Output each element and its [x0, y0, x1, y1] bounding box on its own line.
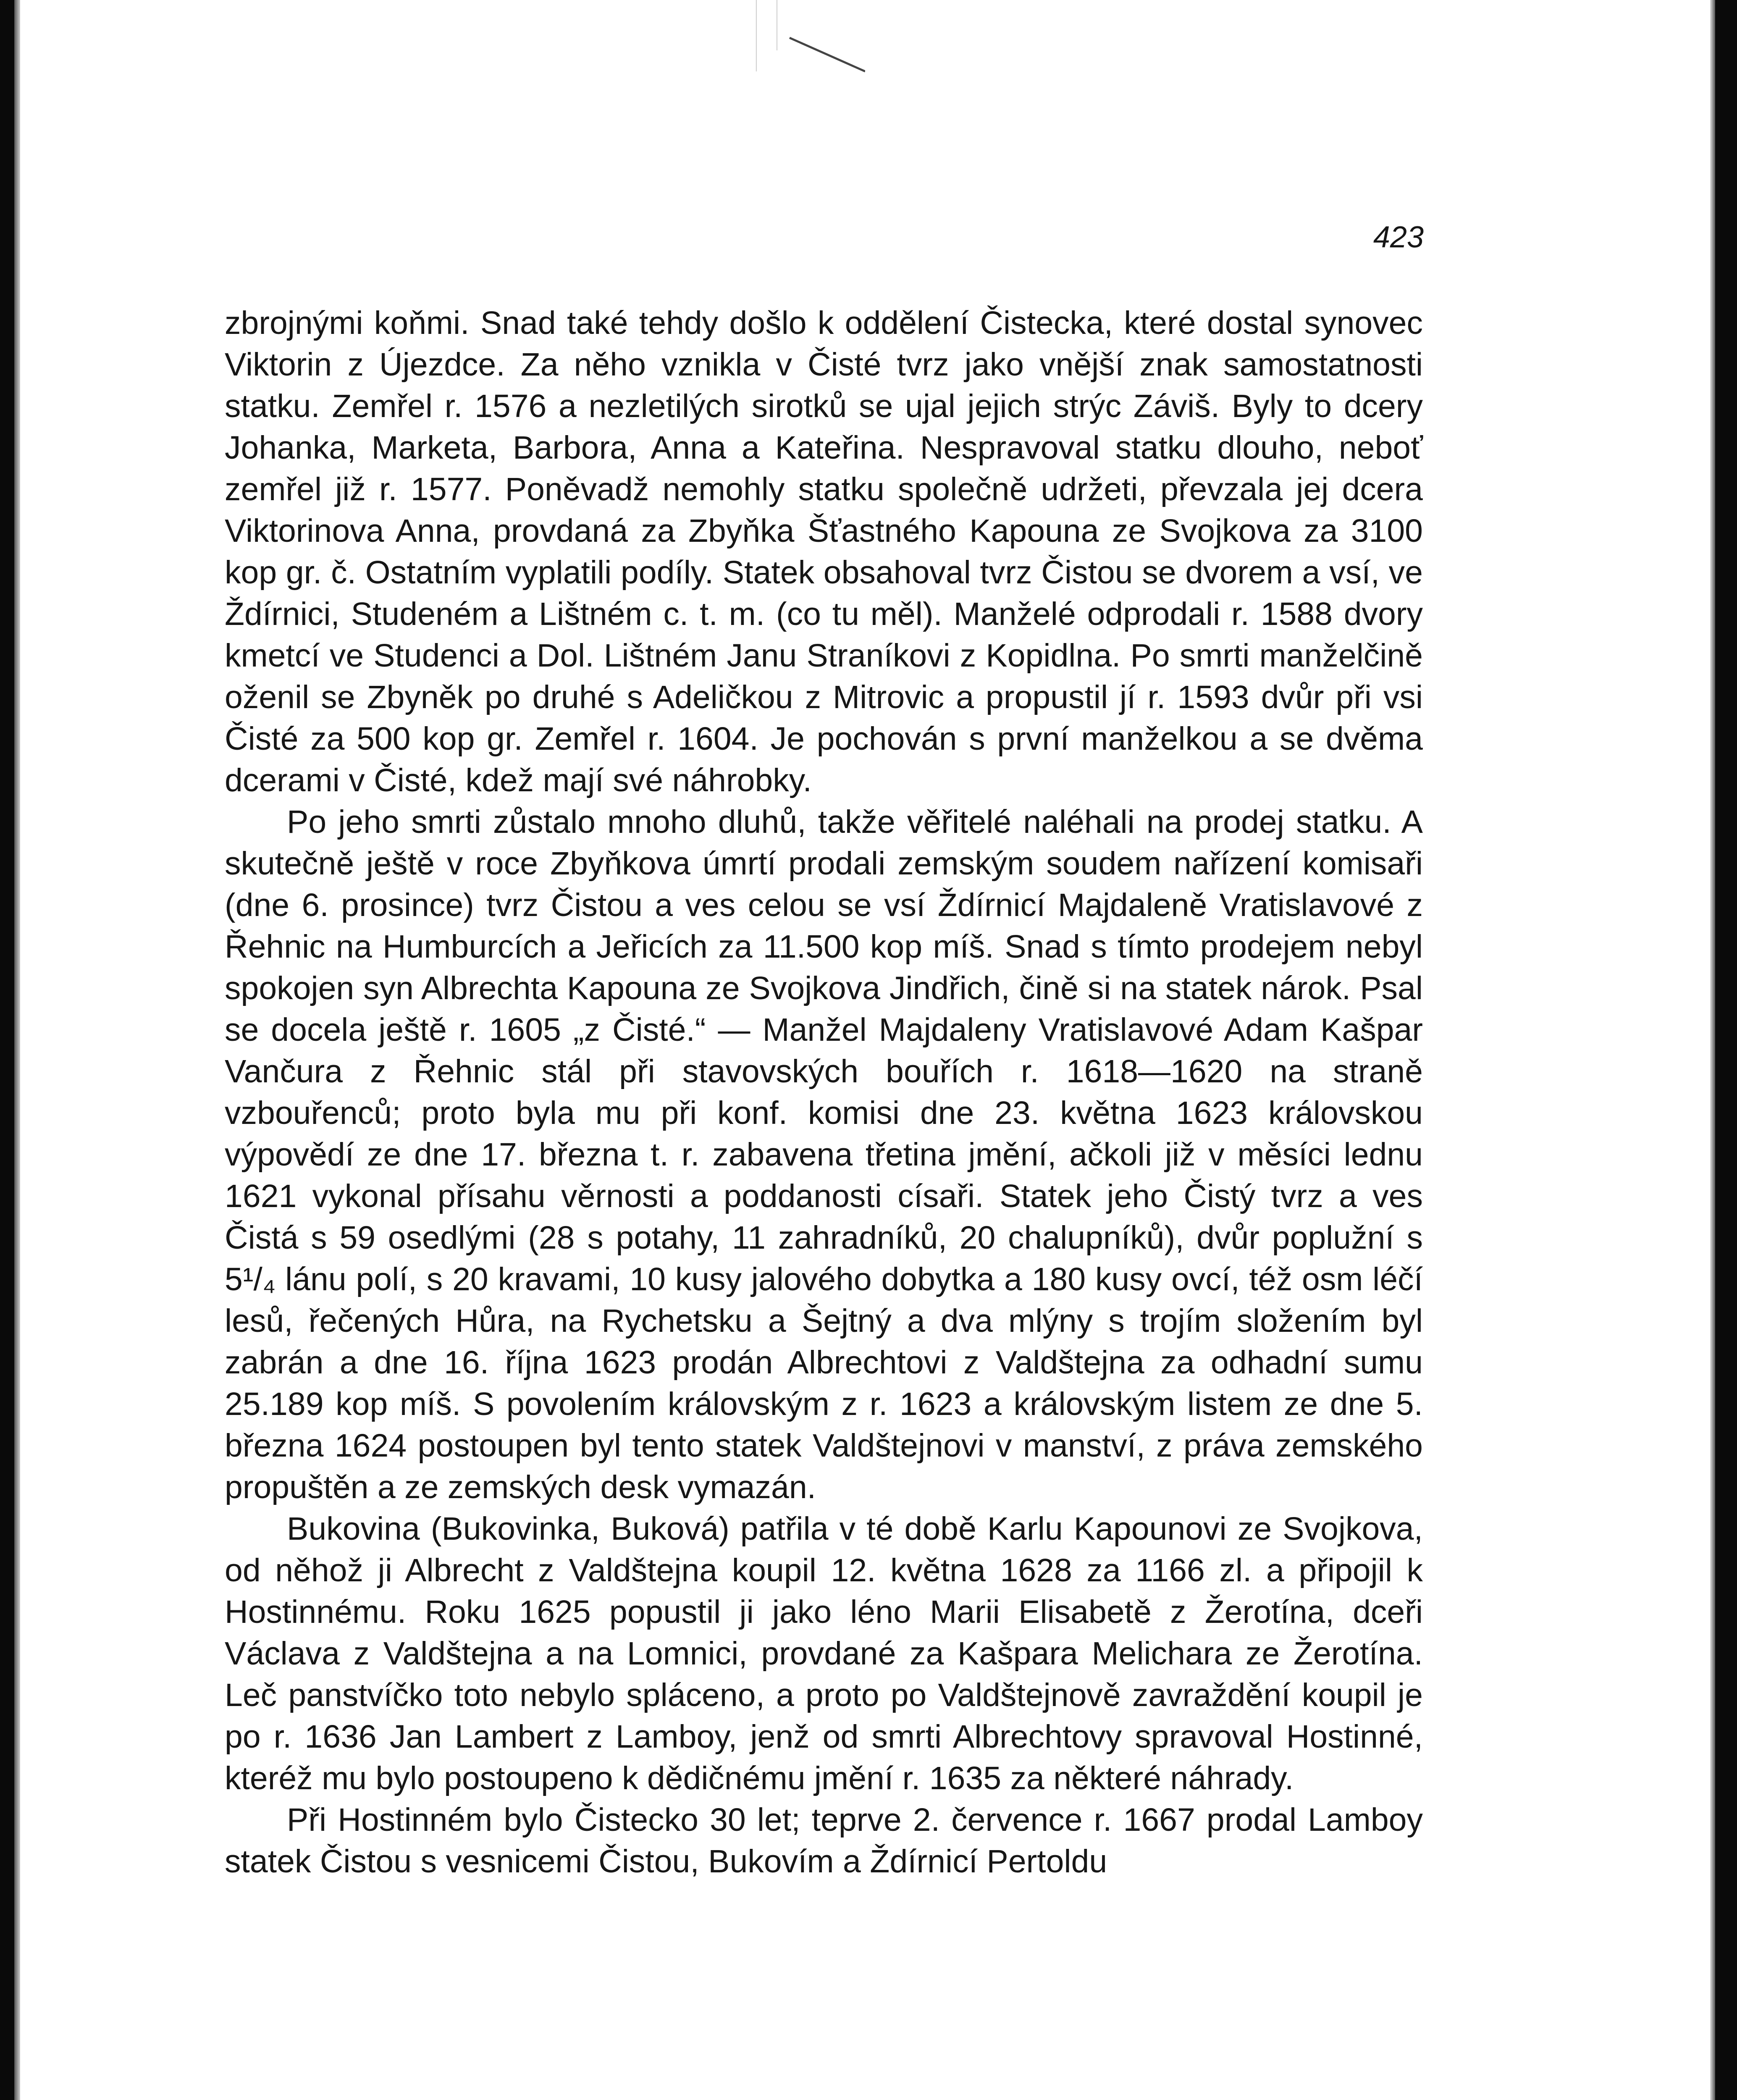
paper-fold-mark — [756, 0, 865, 76]
paragraph-4: Při Hostinném bylo Čistecko 30 let; teprve 2. července r. 1667 prodal Lamboy statek Čistou s vesnicemi Čistou, Bukovím a Ždírnicí Pertoldu — [225, 1802, 1423, 1880]
scan-border-right — [1715, 0, 1737, 2100]
paragraph-3: Bukovina (Bukovinka, Buková) patřila v té době Karlu Kapounovi ze Svojkova, od něhož ji Albrecht z Valdštejna koupil 12. května 1628 za 1166 zl. a připojil k Hostinnému. Roku 1625 popustil ji jako léno Marii Elisabetě z Žerotína, dceři Václava z Valdštejna a na Lomnici, provdané za Kašpara Melichara ze Žerotína. Leč panstvíčko toto nebylo spláceno, a proto po Valdštejnově zavraždění koupil je po r. 1636 Jan Lambert z Lamboy, jenž od smrti Albrechtovy spravoval Hostinné, kteréž mu bylo postoupeno k dědičnému jmění r. 1635 za některé náhrady. — [225, 1511, 1423, 1796]
paragraph-2: Po jeho smrti zůstalo mnoho dluhů, takže věřitelé naléhali na prodej statku. A skutečně ještě v roce Zbyňkova úmrtí prodali zemským soudem nařízení komisaři (dne 6. prosince) tvrz Čistou a ves celou se vsí Ždírnicí Majdaleně Vratislavové z Řehnic na Humburcích a Jeřicích za 11.500 kop míš. Snad s tímto prodejem nebyl spokojen syn Albrechta Kapouna ze Svojkova Jindřich, čině si na statek nárok. Psal se docela ještě r. 1605 „z Čisté.“ — Manžel Majdaleny Vratislavové Adam Kašpar Vančura z Řehnic stál při stavovských bouřích r. 1618—1620 na straně vzbouřenců; proto byla mu při konf. komisi dne 23. května 1623 královskou výpovědí ze dne 17. března t. r. zabavena třetina jmění, ačkoli již v měsíci lednu 1621 vykonal přísahu věrnosti a poddanosti císaři. Statek jeho Čistý tvrz a ves Čistá s 59 osedlými (28 s potahy, 11 zahradníků, 20 chalupníků), dvůr poplužní s 5¹/₄ lánu polí, s 20 kravami, 10 kusy jalového dobytka a 180 kusy ovcí, též osm léčí lesů, řečených Hůra, na Rychetsku a Šejtný a dva mlýny s trojím složením byl zabrán a dne 16. října 1623 prodán Albrechtovi z Valdštejna za odhadní sumu 25.189 kop míš. S povolením královským z r. 1623 a královským listem ze dne 5. března 1624 postoupen byl tento statek Valdštejnovi v manství, z práva zemského propuštěn a ze zemských desk vymazán. — [225, 804, 1423, 1505]
scan-border-left — [0, 0, 14, 2100]
scan-shadow-left — [14, 0, 20, 2100]
paragraph-1: zbrojnými koňmi. Snad také tehdy došlo k oddělení Čistecka, které dostal synovec Viktorin z Újezdce. Za něho vznikla v Čisté tvrz jako vnější znak samostatnosti statku. Zemřel r. 1576 a nezletilých sirotků se ujal jejich strýc Záviš. Byly to dcery Johanka, Marketa, Barbora, Anna a Kateřina. Nespravoval statku dlouho, neboť zemřel již r. 1577. Poněvadž nemohly statku společně udržeti, převzala jej dcera Viktorinova Anna, provdaná za Zbyňka Šťastného Kapouna ze Svojkova za 3100 kop gr. č. Ostatním vyplatili podíly. Statek obsahoval tvrz Čistou se dvorem a vsí, ve Ždírnici, Studeném a Lištném c. t. m. (co tu měl). Manželé odprodali r. 1588 dvory kmetcí ve Studenci a Dol. Lištném Janu Straníkovi z Kopidlna. Po smrti manželčině oženil se Zbyněk po druhé s Adeličkou z Mitrovic a propustil jí r. 1593 dvůr při vsi Čisté za 500 kop gr. Zemřel r. 1604. Je pochován s první manželkou a se dvěma dcerami v Čisté, kdež mají své náhrobky. — [225, 305, 1423, 798]
scan-shadow-right — [1710, 0, 1715, 2100]
page-number: 423 — [1373, 220, 1424, 254]
page-body — [225, 302, 1423, 1882]
